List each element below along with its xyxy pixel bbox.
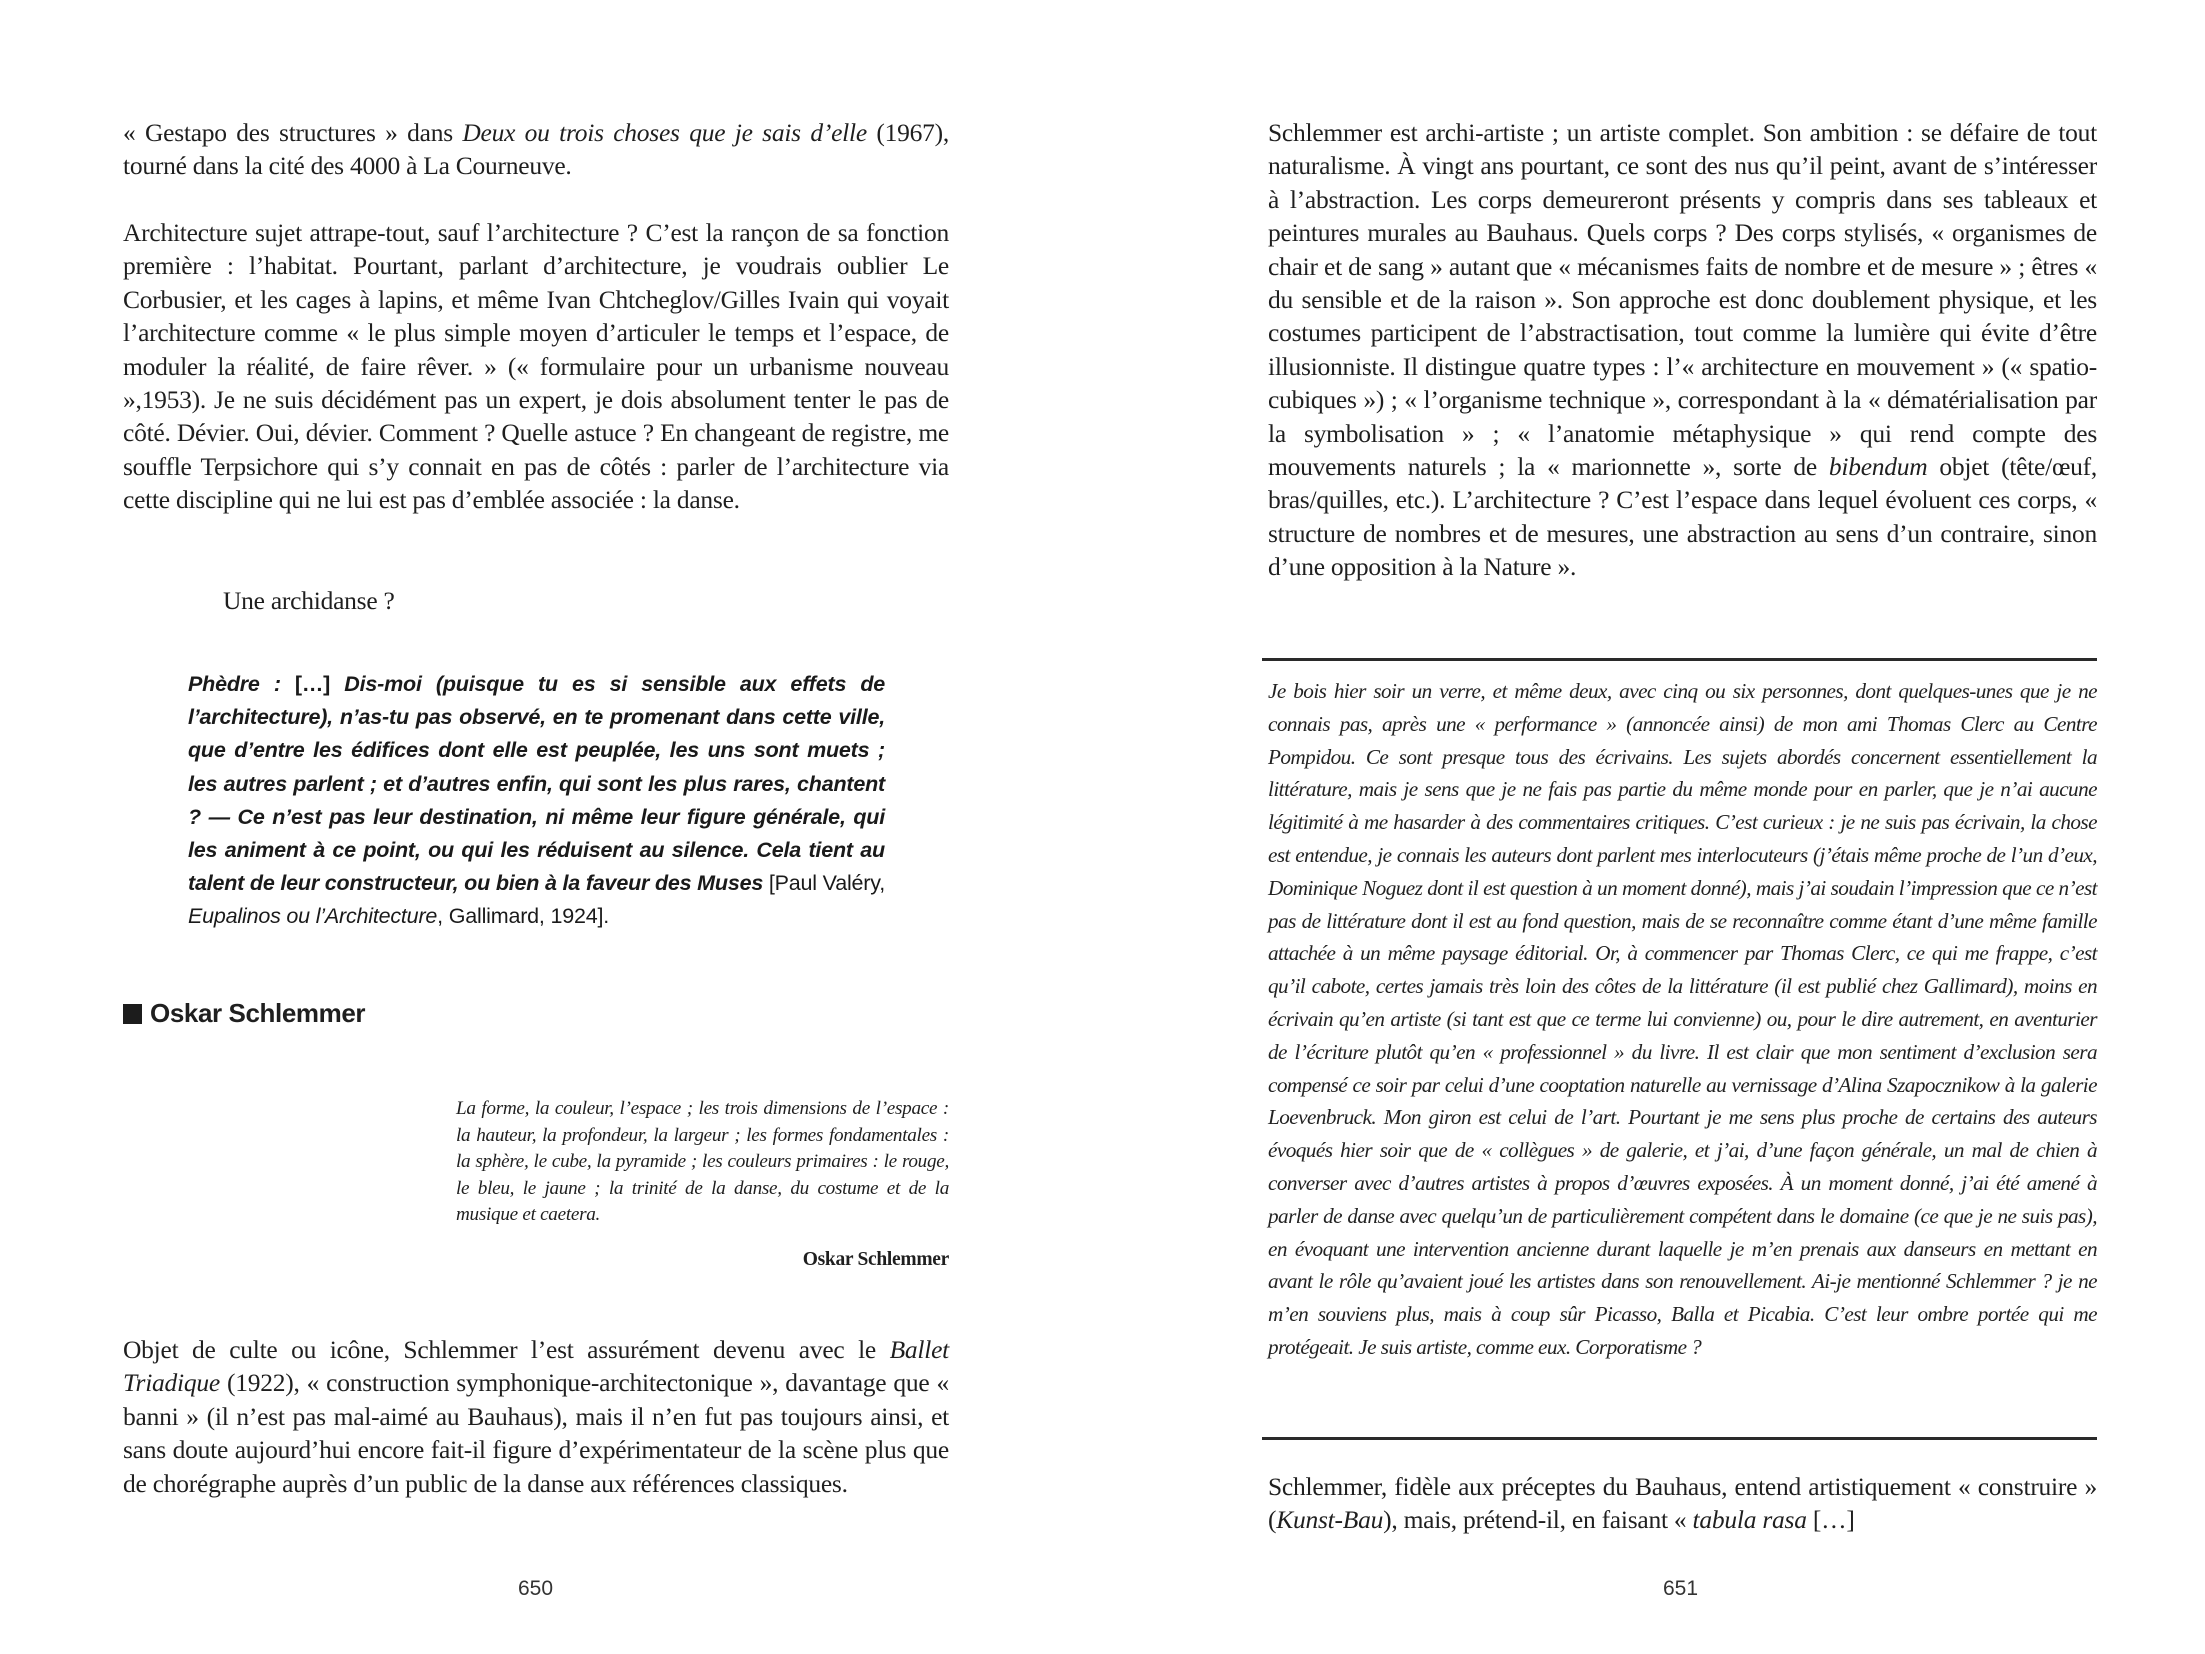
quote-source: [Paul Valéry, Eupalinos ou l’Architecture, Gallimard, 1924]. [188,871,885,929]
paragraph-archi-artiste: Schlemmer est archi-artiste ; un artiste complet. Son ambition : se défaire de tout naturalisme. À vingt ans pourtant, ce sont des nus qu’il peint, avant de s’intéresser à l’abstraction. Les corps demeureront présents y compris dans ses tableaux et peintures murales au Bauhaus. Quels corps ? Des corps stylisés, « organismes de chair et de sang » autant que « mécanismes faits de nombre et de mesure » ; êtres « du sensible et de la raison ». Son approche est donc doublement physique, et les costumes participent de l’abstractisation, tout comme la lumière qui évite d’être illusionniste. Il distingue quatre types : l’« architecture en mouvement » (« spatio-cubiques ») ; « l’organisme technique », correspondant à la « dématérialisation par la symbolisation » ; « l’anatomie métaphysique » qui rend compte des mouvements naturels ; la « marionnette », sorte de bibendum objet (tête/œuf, bras/quilles, etc.). L’architecture ? C’est l’espace dans lequel évoluent ces corps, « structure de nombres et de mesures, une abstraction au sens d’un contraire, sinon d’une opposition à la Nature ». [1268,118,2097,582]
page-number-left: 650 [518,1577,554,1600]
kunst-bau-term: Kunst-Bau [1276,1505,1384,1535]
film-title: Deux ou trois choses que je sais d’elle [462,118,867,147]
bibendum-term: bibendum [1828,452,1928,482]
section-heading [123,997,949,1030]
paragraph-kunst-bau: Schlemmer, fidèle aux préceptes du Bauhaus, entend artistiquement « construire » (Kunst-Bau), mais, prétend-il, en faisant « tabula rasa […] [1268,1472,2097,1535]
square-bullet-icon [123,1004,142,1024]
quote-text: Dis-moi (puisque tu es si sensible aux effets de l’architecture), n’as-tu pas observé, en te promenant dans cette ville, que d’entre les édifices dont elle est peuplée, les uns sont muets ; les autres parlent ; et d’autres enfin, qui sont les plus rares, chantent ? — Ce n’est pas leur destination, ni même leur figure générale, qui les animent à ce point, ou qui les réduisent au silence. Cela tient au talent de leur constructeur, ou bien à la faveur des Muses [188,672,886,896]
tabula-rasa-term: tabula rasa [1692,1505,1807,1535]
epigraph [456,1096,949,1276]
paragraph-architecture: Architecture sujet attrape-tout, sauf l’architecture ? C’est la rançon de sa fonction première : l’habitat. Pourtant, parlant d’architecture, je voudrais oublier Le Corbusier, et les cages à lapins, et même Ivan Chtcheglov/Gilles Ivain qui voyait l’architecture comme « le plus simple moyen d’articuler le temps et l’espace, de moduler la réalité, de faire rêver. » (« formulaire pour un urbanisme nouveau »,1953). Je ne suis décidément pas un expert, je dois absolument tenter le pas de côté. Dévier. Oui, dévier. Comment ? Quelle astuce ? En changeant de registre, me souffle Terpsichore qui s’y connait en pas de côtés : parler de l’architecture via cette discipline qui ne lui est pas d’emblée associée : la danse. [123,218,949,515]
paragraph-ballet-triadique: Objet de culte ou icône, Schlemmer l’est assurément devenu avec le Ballet Triadique (1922), « construction symphonique-architectonique », davantage que « banni » (il n’est pas mal-aimé au Bauhaus), mais il n’en fut pas toujours ainsi, et sans doute aujourd’hui encore fait-il figure d’expérimentateur de la scène plus que de chorégraphe auprès d’un public de la danse aux références classiques. [123,1335,949,1498]
paragraph-godard: « Gestapo des structures » dans Deux ou trois choses que je sais d’elle (1967), tourné dans la cité des 4000 à La Courneuve. [123,118,950,181]
page-number-right: 651 [1663,1577,1699,1600]
quote-speaker: Phèdre : [188,672,281,696]
top-rule-divider [1262,658,2097,661]
section-heading-text: Oskar Schlemmer [150,998,366,1028]
left-page [0,0,1102,1654]
journal-entry: Je bois hier soir un verre, et même deux, avec cinq ou six personnes, dont quelques-unes que je ne connais pas, après une « performance » (annoncée ainsi) de mon ami Thomas Clerc au Centre Pompidou. Ce sont presque tous des écrivains. Les sujets abordés concernent essentiellement la littérature, mais je sens que je ne fais pas partie du même monde pour en parler, que je n’ai aucune légitimité à me hasarder à des commentaires critiques. C’est curieux : je ne suis pas écrivain, la chose est entendue, je connais les auteurs dont parlent mes interlocuteurs (j’étais même proche de l’un d’eux, Dominique Noguez dont il est question à un moment donné), mais j’ai soudain l’impression que ce n’est pas de littérature dont il est au fond question, mais de se reconnaître comme étant d’une même famille attachée à un même paysage éditorial. Or, à commencer par Thomas Clerc, ce qui me frappe, c’est qu’il cabote, certes jamais très loin des côtes de la littérature (il est publié chez Gallimard), moins en écrivain qu’en artiste (si tant est que ce terme lui convienne) ou, pour le dire autrement, en aventurier de l’écriture plutôt qu’en « professionnel » du livre. Il est clair que mon sentiment d’exclusion sera compensé ce soir par celui d’une cooptation naturelle au vernissage d’Alina Szapocznikow à la galerie Loevenbruck. Mon giron est celui de l’art. Pourtant je me sens plus proche de certains des auteurs évoqués hier soir que de « collègues » de galerie, et j’ai, d’une façon générale, un mal de chien à converser avec d’autres artistes à propos d’œuvres exposées. À un moment donné, j’ai été amené à parler de danse avec quelqu’un de particulièrement compétent dans le domaine (ce que je ne suis pas), en évoquant une intervention ancienne durant laquelle je m’en prenais aux danseurs en mettant en avant le rôle qu’avaient joué les artistes dans son renouvellement. Ai-je mentionné Schlemmer ? je ne m’en souviens plus, mais à coup sûr Picasso, Balla et Picabia. C’est leur ombre portée qui me protégeait. Je suis artiste, comme eux. Corporatisme ? [1268,679,2097,1359]
right-page [1102,0,2205,1654]
valery-quote [188,668,885,934]
question-line: Une archidanse ? [223,586,395,615]
epigraph-text: La forme, la couleur, l’espace ; les trois dimensions de l’espace : la hauteur, la profondeur, la largeur ; les formes fondamentales : la sphère, le cube, la pyramide ; les couleurs primaires : le rouge, le bleu, le jaune ; la trinité de la danse, du costume et de la musique et caetera. [456,1098,949,1226]
quote-source-title: Eupalinos ou l’Architecture [188,904,438,929]
ballet-title: Ballet Triadique [123,1335,949,1398]
quote-ellipsis: […] [294,672,331,696]
bottom-rule-divider [1262,1437,2097,1440]
epigraph-attribution: Oskar Schlemmer [802,1248,949,1270]
